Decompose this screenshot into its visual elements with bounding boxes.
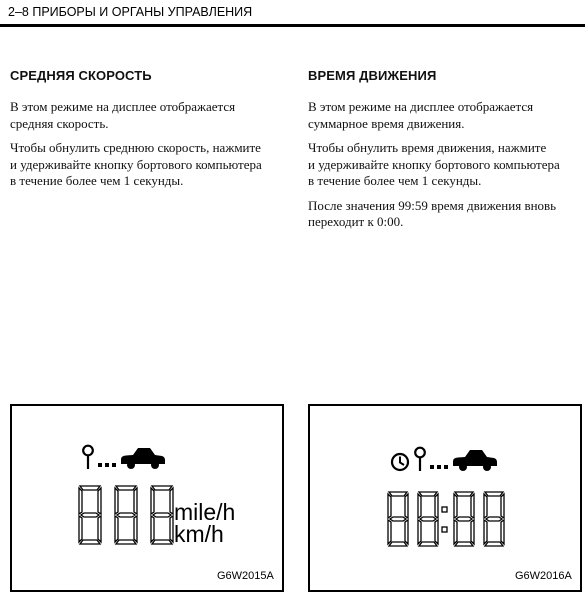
segment-digit: [79, 486, 101, 544]
paragraph: [308, 99, 585, 132]
dots-icon: [430, 465, 450, 471]
text-line: и удерживайте кнопку бортового компьютера: [308, 156, 560, 172]
dots-icon: [98, 463, 118, 469]
figure-code: G6W2015A: [217, 570, 274, 582]
text-line: в течение более чем 1 секунды.: [308, 173, 482, 188]
text-line: и удерживайте кнопку бортового компьютера: [10, 156, 262, 172]
page-header: [8, 5, 585, 23]
average-speed-display-figure: [10, 404, 284, 592]
page-header-title: 2–8 ПРИБОРЫ И ОРГАНЫ УПРАВЛЕНИЯ: [8, 5, 253, 19]
segment-digit: [418, 492, 438, 546]
paragraph: [308, 198, 585, 231]
speed-units: [174, 501, 235, 545]
text-line: Чтобы обнулить время движения, нажмите: [308, 140, 547, 155]
text-line: переходит к 0:00.: [308, 214, 404, 229]
text-line: Чтобы обнулить среднюю скорость, нажмите: [10, 140, 261, 155]
paragraph: [10, 140, 290, 190]
section-heading: ВРЕМЯ ДВИЖЕНИЯ: [308, 68, 437, 83]
colon-separator: [442, 507, 447, 532]
pin-icon: [414, 446, 426, 472]
text-line: суммарное время движения.: [308, 115, 465, 131]
text-line: После значения 99:59 время движения вновь: [308, 197, 557, 213]
segment-digit: [454, 492, 474, 546]
segment-digit: [484, 492, 504, 546]
section-heading: СРЕДНЯЯ СКОРОСТЬ: [10, 68, 152, 83]
clock-icon: [390, 452, 410, 472]
section-driving-time: [308, 68, 585, 239]
seven-segment-clock-display: [383, 491, 509, 547]
header-rule: [0, 24, 585, 27]
figure-code: G6W2016A: [515, 570, 572, 582]
pin-icon: [82, 444, 94, 470]
segment-digit: [115, 486, 137, 544]
paragraph: [308, 140, 585, 190]
text-line: средняя скорость.: [10, 115, 109, 131]
unit-mile-per-hour: mile/h: [174, 499, 236, 525]
unit-km-per-hour: km/h: [174, 521, 224, 547]
segment-digit: [151, 486, 173, 544]
text-line: В этом режиме на дисплее отображается: [308, 99, 534, 114]
section-average-speed: [10, 68, 290, 198]
segment-digit: [388, 492, 408, 546]
car-icon: [452, 448, 498, 472]
driving-time-display-figure: [308, 404, 582, 592]
car-icon: [120, 446, 166, 470]
text-line: в течение более чем 1 секунды.: [10, 173, 184, 188]
text-line: В этом режиме на дисплее отображается: [10, 99, 236, 114]
paragraph: [10, 99, 290, 132]
seven-segment-display: [74, 485, 176, 545]
